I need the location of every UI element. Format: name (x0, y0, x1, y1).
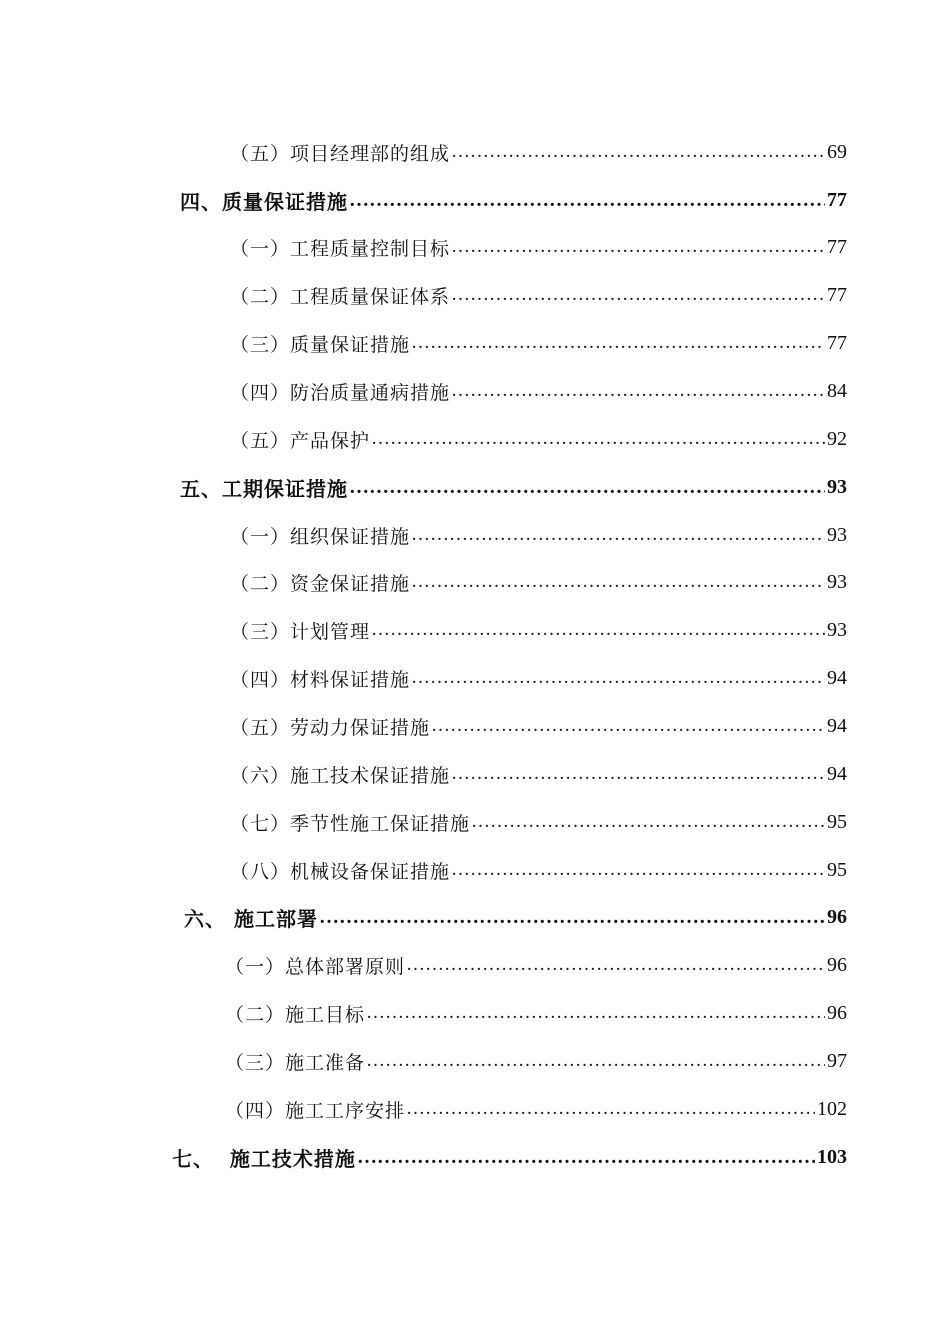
toc-leader-dots (406, 1098, 815, 1120)
toc-entry[interactable] (230, 663, 847, 693)
toc-leader-dots (406, 954, 825, 976)
toc-leader-dots (431, 715, 825, 737)
toc-entry[interactable] (180, 185, 847, 215)
toc-entry-title: （一）组织保证措施 (230, 525, 411, 548)
toc-entry-title: （四）材料保证措施 (230, 668, 411, 691)
toc-page-number: 77 (827, 235, 847, 258)
toc-page-number: 77 (827, 188, 847, 211)
toc-leader-dots (366, 1002, 825, 1024)
toc-entry-title: 五、工期保证措施 (180, 476, 348, 501)
toc-entry-title: （六）施工技术保证措施 (230, 764, 451, 787)
toc-entry-title: （二）工程质量保证体系 (230, 285, 451, 308)
toc-entry[interactable] (225, 950, 847, 980)
toc-leader-dots (471, 811, 825, 833)
toc-entry-title: 四、质量保证措施 (180, 189, 348, 214)
toc-leader-dots (451, 284, 825, 306)
toc-entry[interactable] (230, 328, 847, 358)
toc-page-number: 77 (827, 283, 847, 306)
toc-leader-dots (349, 476, 825, 499)
toc-page-number: 94 (827, 762, 847, 785)
toc-entry[interactable] (225, 1094, 847, 1124)
toc-entry[interactable] (172, 1142, 847, 1172)
toc-leader-dots (357, 1146, 815, 1169)
toc-page-number: 94 (827, 714, 847, 737)
toc-entry-title: （四）施工工序安排 (225, 1099, 406, 1122)
toc-entry[interactable] (230, 137, 847, 167)
toc-leader-dots (349, 189, 825, 212)
toc-entry-title: （三）施工准备 (225, 1051, 366, 1074)
toc-entry[interactable] (230, 520, 847, 550)
toc-entry[interactable] (230, 759, 847, 789)
toc-leader-dots (451, 236, 825, 258)
toc-leader-dots (451, 763, 825, 785)
toc-entry-title: （七）季节性施工保证措施 (230, 812, 471, 835)
toc-leader-dots (319, 906, 825, 929)
toc-leader-dots (366, 1050, 825, 1072)
toc-entry[interactable] (230, 711, 847, 741)
toc-entry-title: （五）产品保护 (230, 429, 371, 452)
toc-page-number: 93 (827, 523, 847, 546)
toc-page-number: 95 (827, 810, 847, 833)
toc-page-number: 103 (817, 1145, 847, 1168)
toc-entry[interactable] (230, 424, 847, 454)
toc-page-number: 94 (827, 666, 847, 689)
toc-entry-title: （一）总体部署原则 (225, 955, 406, 978)
toc-page-number: 93 (827, 618, 847, 641)
toc-page-number: 95 (827, 858, 847, 881)
toc-leader-dots (451, 380, 825, 402)
toc-entry-title: （二）资金保证措施 (230, 572, 411, 595)
toc-page-number: 102 (817, 1097, 847, 1120)
toc-page-number: 93 (827, 475, 847, 498)
toc-leader-dots (411, 524, 825, 546)
toc-leader-dots (411, 667, 825, 689)
toc-entry[interactable] (225, 998, 847, 1028)
toc-entry[interactable] (230, 615, 847, 645)
toc-entry-title: 六、 施工部署 (184, 906, 318, 931)
toc-entry[interactable] (230, 280, 847, 310)
toc-entry[interactable] (180, 472, 847, 502)
toc-page-number: 96 (827, 953, 847, 976)
toc-leader-dots (451, 859, 825, 881)
toc-page-number: 93 (827, 570, 847, 593)
toc-entry-title: （二）施工目标 (225, 1003, 366, 1026)
toc-entry-title: （五）劳动力保证措施 (230, 716, 431, 739)
toc-entry-title: （一）工程质量控制目标 (230, 237, 451, 260)
toc-page-number: 77 (827, 331, 847, 354)
toc-entry[interactable] (230, 807, 847, 837)
toc-page-number: 96 (827, 1001, 847, 1024)
toc-entry[interactable] (230, 376, 847, 406)
toc-entry[interactable] (225, 1046, 847, 1076)
toc-entry[interactable] (184, 902, 847, 932)
toc-leader-dots (411, 571, 825, 593)
toc-page-number: 97 (827, 1049, 847, 1072)
toc-page-number: 92 (827, 427, 847, 450)
toc-entry-title: （五）项目经理部的组成 (230, 142, 451, 165)
toc-entry-title: （八）机械设备保证措施 (230, 860, 451, 883)
toc-entry[interactable] (230, 855, 847, 885)
toc-page-number: 96 (827, 905, 847, 928)
toc-page-number: 84 (827, 379, 847, 402)
toc-entry-title: （四）防治质量通病措施 (230, 381, 451, 404)
toc-entry-title: （三）质量保证措施 (230, 333, 411, 356)
toc-entry[interactable] (230, 232, 847, 262)
toc-leader-dots (411, 332, 825, 354)
toc-leader-dots (371, 619, 825, 641)
toc-entry-title: 七、 施工技术措施 (172, 1146, 356, 1171)
toc-leader-dots (451, 141, 825, 163)
toc-entry[interactable] (230, 567, 847, 597)
toc-leader-dots (371, 428, 825, 450)
toc-page-number: 69 (827, 140, 847, 163)
toc-entry-title: （三）计划管理 (230, 620, 371, 643)
